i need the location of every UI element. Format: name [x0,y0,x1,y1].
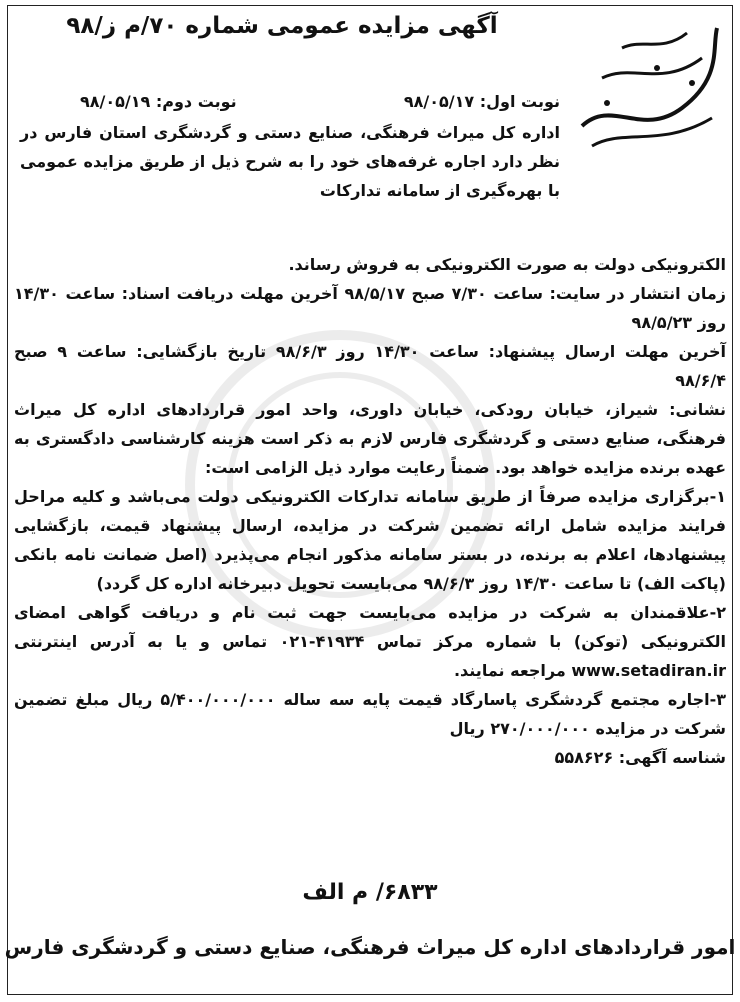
logo-calligraphy-icon [562,8,730,158]
ad-body [14,250,726,772]
intro-paragraph: اداره کل میراث فرهنگی، صنایع دستی و گردشگری استان فارس در نظر دارد اجاره غرفه‌های خود را به شرح ذیل از طریق مزایده عمومی با بهره‌گیری از سامانه تدارکات [20,123,560,200]
intro-continuation: الکترونیکی دولت به صورت الکترونیکی به فروش رساند. [288,255,726,274]
ad-title: آگهی مزایده عمومی شماره ۷۰/م ز/۹۸ [66,13,498,39]
second-publication-date: نوبت دوم: ۹۸/۰۵/۱۹ [80,92,237,111]
clause-1: ۱-برگزاری مزایده صرفاً از طریق سامانه تدارکات الکترونیکی دولت می‌باشد و کلیه مراحل فرایند مزایده شامل ارائه تضمین شرکت در مزایده، ارسال پیشنهاد قیمت، بازگشایی پیشنهادها، اعلام به برنده، در بستر سامانه مذکور انجام می‌پذیرد (اصل ضمانت نامه بانکی (پاکت الف) تا ساعت ۱۴/۳۰ روز ۹۸/۶/۳ می‌بایست تحویل دبیرخانه اداره کل گردد) [14,487,726,593]
address-paragraph: نشانی: شیراز، خیابان رودکی، خیابان داوری، واحد امور قراردادهای اداره کل میراث فرهنگی، صنایع دستی و گردشگری فارس لازم به ذکر است هزینه کارشناسی دادگستری به عهده برنده مزایده خواهد بود. ضمناً رعایت موارد ذیل الزامی است: [14,400,726,477]
publication-dates [80,92,560,111]
ad-code: ۶۸۳۳/ م الف [302,880,438,905]
ad-id: شناسه آگهی: ۵۵۸۶۲۶ [554,748,726,767]
first-publication-date: نوبت اول: ۹۸/۰۵/۱۷ [403,92,560,111]
issuer-footer: امور قراردادهای اداره کل میراث فرهنگی، صنایع دستی و گردشگری فارس [4,935,736,959]
heritage-org-logo [562,8,730,158]
schedule-docs: زمان انتشار در سایت: ساعت ۷/۳۰ صبح ۹۸/۵/۱۷ آخرین مهلت دریافت اسناد: ساعت ۱۴/۳۰ روز ۹۸/۵/۲۳ [14,284,726,332]
website-link[interactable]: www.setadiran.ir [571,661,726,680]
clause-3: ۳-اجاره مجتمع گردشگری پاسارگاد قیمت پایه سه ساله ۵/۴۰۰/۰۰۰/۰۰۰ ریال مبلغ تضمین شرکت در مزایده ۲۷۰/۰۰۰/۰۰۰ ریال [14,690,726,738]
schedule-bids: آخرین مهلت ارسال پیشنهاد: ساعت ۱۴/۳۰ روز ۹۸/۶/۳ تاریخ بازگشایی: ساعت ۹ صبح ۹۸/۶/۴ [14,342,727,390]
clause-2 [14,598,726,685]
clause-2-text: ۲-علاقمندان به شرکت در مزایده می‌بایست جهت ثبت نام و دریافت گواهی امضای الکترونیکی (توکن) با شماره مرکز تماس ۴۱۹۳۴-۰۲۱ تماس و یا به آدرس اینترنتی [14,603,726,651]
clause-2-tail: مراجعه نمایند. [453,661,566,680]
